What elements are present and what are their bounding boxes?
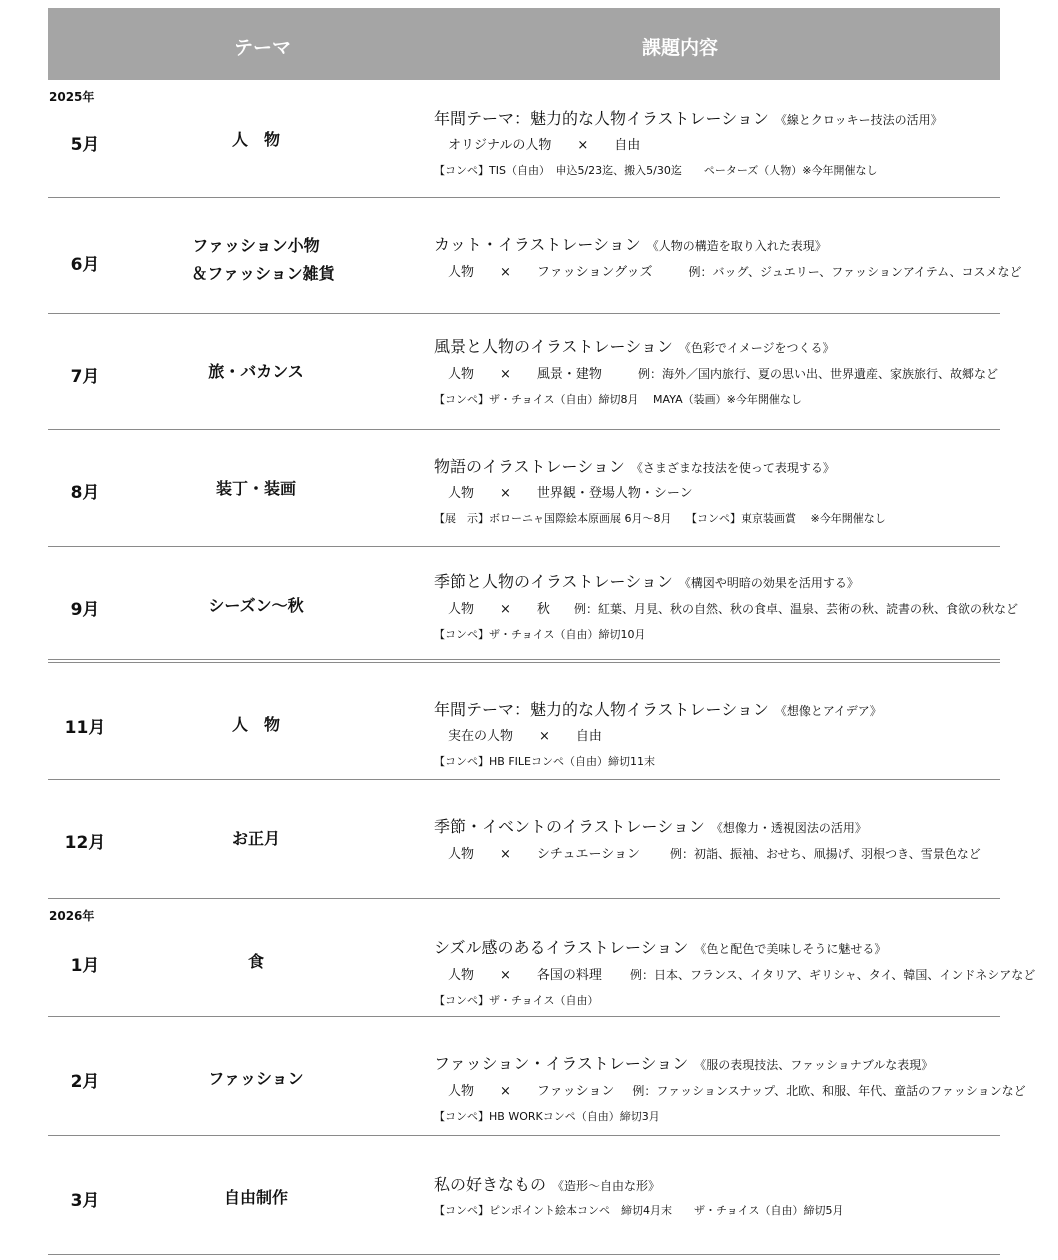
assignment-combo bbox=[434, 363, 1000, 386]
title-text: 物語のイラストレーション bbox=[434, 457, 625, 476]
assignment-combo bbox=[434, 843, 1000, 866]
competition-note: 【コンペ】HB WORKコンペ（自由）締切3月 bbox=[434, 1110, 660, 1123]
assignment-title bbox=[434, 336, 1000, 359]
month-label: 1月 bbox=[70, 956, 100, 976]
example-text: 例：紅葉、月見、秋の自然、秋の食卓、温泉、芸術の秋、読書の秋、食欲の秋など bbox=[573, 602, 1018, 616]
assignment-combo bbox=[434, 135, 1000, 157]
month-label: 2月 bbox=[70, 1072, 100, 1092]
month-label: 8月 bbox=[70, 483, 100, 503]
title-subtitle: 《構図や明暗の効果を活用する》 bbox=[678, 576, 859, 590]
combo-x: × bbox=[539, 729, 550, 744]
combo-a: 人物 bbox=[448, 486, 475, 501]
table-row bbox=[48, 663, 1000, 780]
example-text: 例：日本、フランス、イタリア、ギリシャ、タイ、韓国、インドネシアなど bbox=[629, 968, 1036, 982]
combo-a: 人物 bbox=[448, 968, 475, 983]
content-cell bbox=[434, 571, 1018, 645]
month-label: 7月 bbox=[70, 367, 100, 387]
title-text: 年間テーマ：魅力的な人物イラストレーション bbox=[434, 700, 769, 719]
combo-a: 人物 bbox=[448, 367, 475, 382]
title-subtitle: 《造形〜自由な形》 bbox=[552, 1179, 661, 1193]
assignment-title bbox=[434, 937, 1000, 960]
assignment-combo bbox=[434, 726, 1000, 748]
content-cell bbox=[434, 699, 1000, 772]
assignment-combo bbox=[434, 1080, 1026, 1103]
title-subtitle: 《想像とアイデア》 bbox=[774, 704, 882, 718]
example-text: 例：ファッションスナップ、北欧、和服、年代、童話のファッションなど bbox=[632, 1084, 1026, 1098]
example-text: 例：海外／国内旅行、夏の思い出、世界遺産、家族旅行、故郷など bbox=[637, 367, 998, 381]
combo-x: × bbox=[500, 847, 511, 862]
assignment-title bbox=[434, 1053, 1000, 1076]
assignment-title bbox=[434, 699, 1000, 722]
combo-b: ファッショングッズ bbox=[536, 265, 653, 280]
year-label: 2025年 bbox=[49, 90, 95, 104]
theme-label: 食 bbox=[247, 952, 264, 971]
combo-b: 自由 bbox=[614, 138, 641, 153]
content-cell bbox=[434, 816, 1000, 866]
header-content: 課題内容 bbox=[642, 37, 719, 59]
combo-x: × bbox=[500, 265, 511, 280]
table-row bbox=[48, 547, 1018, 663]
combo-x: × bbox=[500, 1084, 511, 1099]
theme-label: 旅・バカンス bbox=[208, 362, 304, 381]
title-subtitle: 《服の表現技法、ファッショナブルな表現》 bbox=[694, 1058, 934, 1072]
content-cell bbox=[434, 456, 1000, 529]
competition-note: 【コンペ】ピンポイント絵本コンペ 締切4月末 ザ・チョイス（自由）締切5月 bbox=[434, 1204, 844, 1217]
month-label: 5月 bbox=[70, 135, 100, 155]
theme-label: シーズン〜秋 bbox=[208, 596, 304, 615]
content-cell bbox=[434, 336, 1000, 410]
content-cell bbox=[434, 108, 1000, 181]
table-row bbox=[48, 314, 1000, 430]
combo-x: × bbox=[577, 138, 589, 153]
year-label: 2026年 bbox=[49, 909, 95, 923]
table-row bbox=[48, 1136, 1000, 1255]
title-subtitle: 《色彩でイメージをつくる》 bbox=[678, 341, 835, 355]
header-theme: テーマ bbox=[234, 37, 292, 59]
combo-x: × bbox=[500, 968, 511, 983]
month-label: 11月 bbox=[64, 718, 106, 738]
content-cell bbox=[434, 1053, 1026, 1127]
example-text: 例：初詣、振袖、おせち、凧揚げ、羽根つき、雪景色など bbox=[670, 847, 981, 861]
assignment-title bbox=[434, 108, 1000, 131]
combo-x: × bbox=[500, 602, 511, 617]
competition-note: 【コンペ】HB FILEコンペ（自由）締切11末 bbox=[434, 755, 655, 768]
content-cell bbox=[434, 937, 1036, 1011]
combo-x: × bbox=[500, 486, 511, 501]
title-subtitle: 《線とクロッキー技法の活用》 bbox=[774, 113, 943, 127]
assignment-combo bbox=[434, 964, 1036, 987]
title-subtitle: 《さまざまな技法を使って表現する》 bbox=[630, 461, 835, 475]
table-row bbox=[48, 780, 1000, 899]
assignment-combo bbox=[434, 261, 1022, 284]
combo-b: ファッション bbox=[536, 1084, 615, 1099]
month-label: 6月 bbox=[70, 255, 100, 275]
table-row bbox=[48, 899, 1036, 1017]
title-text: カット・イラストレーション bbox=[434, 235, 641, 254]
content-cell bbox=[434, 234, 1022, 284]
table-row bbox=[48, 430, 1000, 547]
table-row bbox=[48, 80, 1000, 198]
theme-label: 人 物 bbox=[231, 715, 280, 734]
competition-note: 【コンペ】ザ・チョイス（自由）締切10月 bbox=[434, 628, 646, 641]
theme-label: 自由制作 bbox=[223, 1188, 288, 1207]
title-text: ファッション・イラストレーション bbox=[434, 1054, 689, 1073]
combo-a: 人物 bbox=[448, 1084, 475, 1099]
month-label: 9月 bbox=[70, 600, 100, 620]
month-label: 12月 bbox=[64, 833, 106, 853]
table-row bbox=[48, 198, 1022, 314]
assignment-title bbox=[434, 234, 1000, 257]
theme-label: 装丁・装画 bbox=[215, 479, 296, 498]
competition-note: 【コンペ】ザ・チョイス（自由）締切8月 MAYA（装画）※今年開催なし bbox=[434, 393, 802, 406]
title-subtitle: 《想像力・透視図法の活用》 bbox=[710, 821, 867, 835]
curriculum-table bbox=[48, 8, 1036, 1255]
title-text: 風景と人物のイラストレーション bbox=[434, 337, 673, 356]
competition-note: 【コンペ】TIS（自由） 申込5/23迄、搬入5/30迄 ペーターズ（人物）※今年開催なし bbox=[434, 164, 878, 177]
assignment-combo bbox=[434, 483, 1000, 505]
title-text: シズル感のあるイラストレーション bbox=[434, 938, 689, 957]
combo-a: 実在の人物 bbox=[448, 729, 514, 744]
assignment-title bbox=[434, 456, 1000, 479]
theme-label: お正月 bbox=[231, 829, 280, 848]
combo-b: 各国の料理 bbox=[536, 968, 602, 983]
theme-label: 人 物 bbox=[231, 130, 280, 149]
title-subtitle: 《人物の構造を取り入れた表現》 bbox=[646, 239, 827, 253]
exhibition-note: 【展 示】ボローニャ国際絵本原画展 6月〜8月 【コンペ】東京装画賞 ※今年開催なし bbox=[434, 512, 886, 525]
competition-note: 【コンペ】ザ・チョイス（自由） bbox=[434, 994, 599, 1007]
table-header bbox=[48, 8, 1000, 80]
assignment-combo bbox=[434, 598, 1018, 621]
title-text: 年間テーマ：魅力的な人物イラストレーション bbox=[434, 109, 769, 128]
theme-line-1: ファッション小物 bbox=[192, 236, 320, 255]
title-text: 季節・イベントのイラストレーション bbox=[434, 817, 705, 836]
month-label: 3月 bbox=[70, 1191, 100, 1211]
title-subtitle: 《色と配色で美味しそうに魅せる》 bbox=[694, 942, 887, 956]
combo-a: 人物 bbox=[448, 265, 475, 280]
theme-label bbox=[156, 232, 356, 288]
combo-a: 人物 bbox=[448, 847, 475, 862]
title-text: 私の好きなもの bbox=[434, 1175, 547, 1194]
combo-x: × bbox=[500, 367, 511, 382]
assignment-title bbox=[434, 571, 1000, 594]
combo-b: 世界観・登場人物・シーン bbox=[536, 486, 693, 501]
content-cell bbox=[434, 1174, 1000, 1221]
combo-b: 自由 bbox=[575, 729, 602, 744]
theme-label: ファッション bbox=[208, 1069, 304, 1088]
assignment-title bbox=[434, 816, 1000, 839]
combo-b: 秋 bbox=[536, 602, 550, 617]
example-text: 例：バッグ、ジュエリー、ファッションアイテム、コスメなど bbox=[688, 265, 1022, 279]
combo-a: オリジナルの人物 bbox=[448, 138, 552, 153]
combo-b: 風景・建物 bbox=[536, 367, 602, 382]
combo-a: 人物 bbox=[448, 602, 475, 617]
table-row bbox=[48, 1017, 1026, 1136]
combo-b: シチュエーション bbox=[536, 847, 641, 862]
theme-line-2: ＆ファッション雑貨 bbox=[191, 264, 335, 283]
assignment-title bbox=[434, 1174, 1000, 1197]
title-text: 季節と人物のイラストレーション bbox=[434, 572, 673, 591]
